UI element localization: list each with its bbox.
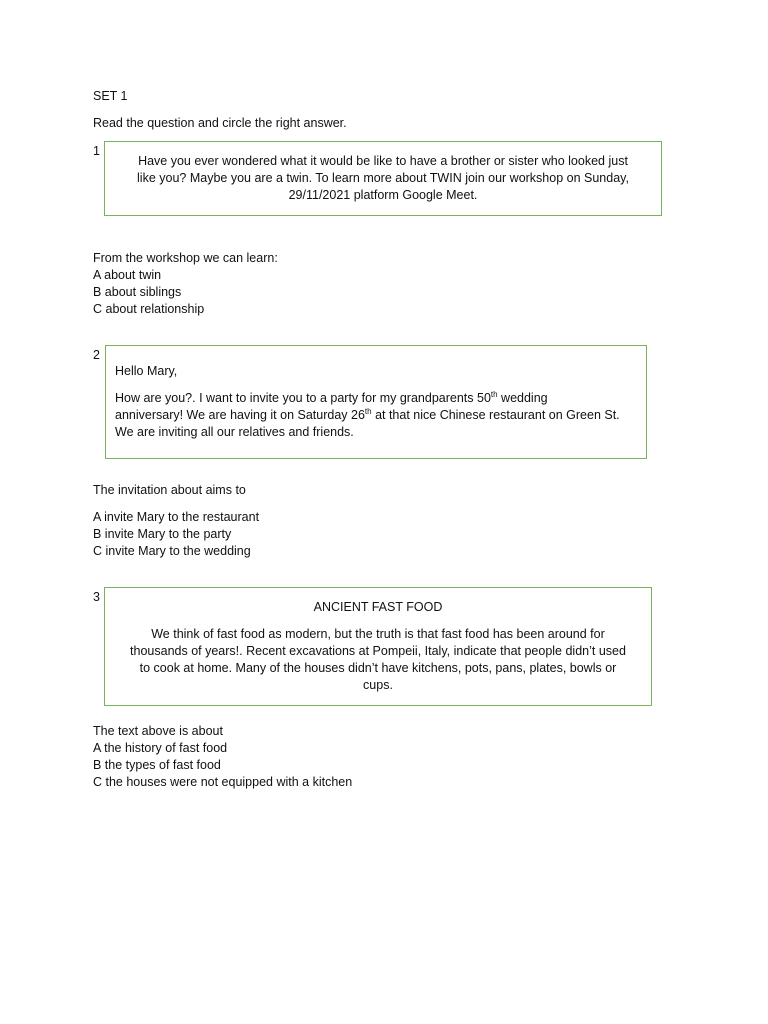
question-number-3: 3 xyxy=(93,590,100,604)
passage-box-3 xyxy=(104,587,652,706)
passage-3-line: We think of fast food as modern, but the truth is that fast food has been around for xyxy=(151,627,605,641)
question-3-block xyxy=(93,723,352,791)
question-2-options xyxy=(93,509,259,560)
letter-line-3: We are inviting all our relatives and friends. xyxy=(115,425,354,439)
option-b[interactable]: B the types of fast food xyxy=(93,758,221,772)
passage-3-line: to cook at home. Many of the houses didn’t have kitchens, pots, pans, plates, bowls or xyxy=(139,661,617,675)
option-a[interactable]: A the history of fast food xyxy=(93,741,228,755)
question-number-1: 1 xyxy=(93,144,100,158)
question-1-block xyxy=(93,250,278,318)
letter-line-2: anniversary! We are having it on Saturday 26th at that nice Chinese restaurant on Green St. xyxy=(115,406,620,422)
option-a[interactable]: A invite Mary to the restaurant xyxy=(93,510,260,524)
option-b[interactable]: B invite Mary to the party xyxy=(93,527,232,541)
instruction: Read the question and circle the right answer. xyxy=(93,116,347,130)
question-number-2: 2 xyxy=(93,348,100,362)
question-1-text: From the workshop we can learn: xyxy=(93,251,278,265)
question-2-text: The invitation about aims to xyxy=(93,483,246,497)
passage-3-line: thousands of years!. Recent excavations at Pompeii, Italy, indicate that people didn’t used xyxy=(130,644,626,658)
letter-line-1: How are you?. I want to invite you to a party for my grandparents 50th wedding xyxy=(115,389,548,405)
option-c[interactable]: C invite Mary to the wedding xyxy=(93,544,251,558)
option-b[interactable]: B about siblings xyxy=(93,285,182,299)
passage-1-line: 29/11/2021 platform Google Meet. xyxy=(288,188,478,202)
question-3-text: The text above is about xyxy=(93,724,223,738)
option-a[interactable]: A about twin xyxy=(93,268,162,282)
letter-greeting: Hello Mary, xyxy=(115,364,178,378)
passage-1-line: like you? Maybe you are a twin. To learn more about TWIN join our workshop on Sunday, xyxy=(137,171,629,185)
set-title: SET 1 xyxy=(93,89,128,103)
passage-3-line: cups. xyxy=(363,678,393,692)
passage-3-title: ANCIENT FAST FOOD xyxy=(313,600,443,614)
option-c[interactable]: C about relationship xyxy=(93,302,205,316)
passage-box-1 xyxy=(104,141,662,216)
option-c[interactable]: C the houses were not equipped with a kitchen xyxy=(93,775,353,789)
passage-1-line: Have you ever wondered what it would be like to have a brother or sister who looked just xyxy=(138,154,628,168)
passage-box-2 xyxy=(105,345,647,459)
